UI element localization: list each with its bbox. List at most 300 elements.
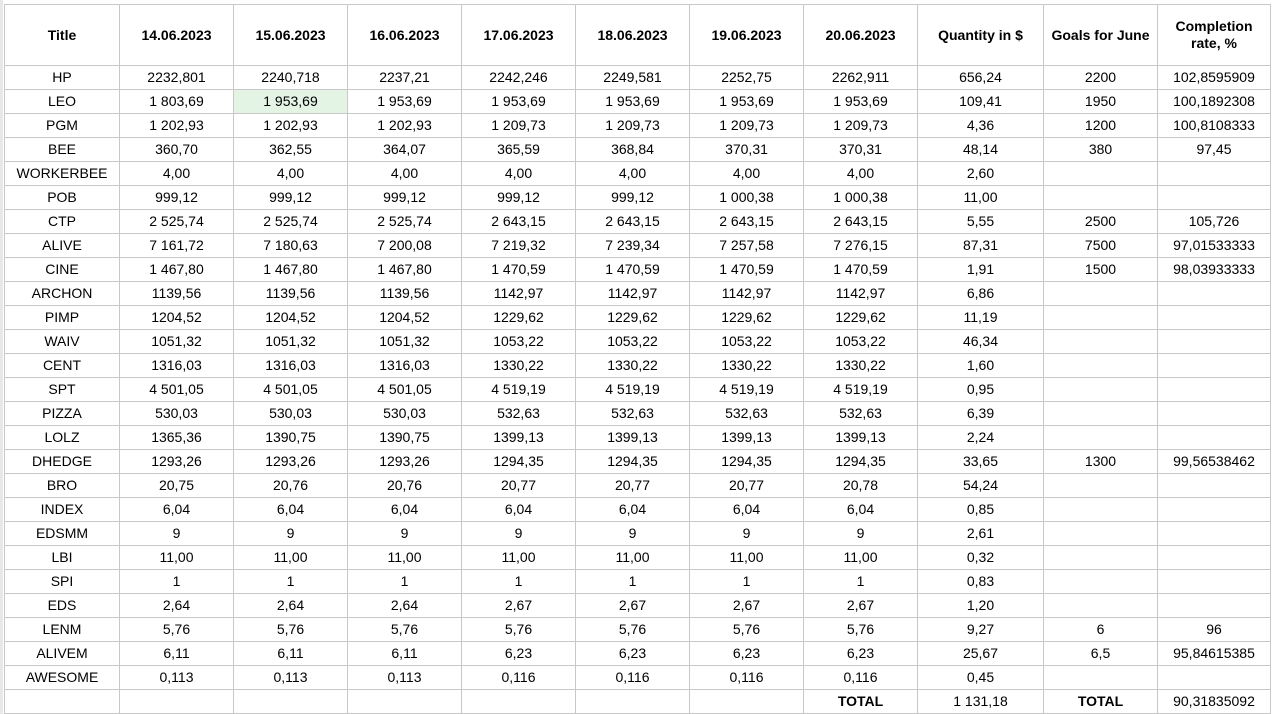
table-cell[interactable]: 999,12 <box>120 186 234 210</box>
table-cell[interactable]: 1139,56 <box>348 282 462 306</box>
table-cell[interactable]: 530,03 <box>120 402 234 426</box>
table-cell[interactable]: 20,76 <box>234 474 348 498</box>
table-cell[interactable]: 0,85 <box>918 498 1044 522</box>
table-cell[interactable]: 1330,22 <box>462 354 576 378</box>
table-cell[interactable]: 54,24 <box>918 474 1044 498</box>
header-cell[interactable]: 15.06.2023 <box>234 5 348 66</box>
table-cell[interactable] <box>120 690 234 714</box>
table-cell[interactable]: 11,00 <box>690 546 804 570</box>
table-cell[interactable]: 1139,56 <box>120 282 234 306</box>
table-cell[interactable]: 1399,13 <box>804 426 918 450</box>
header-cell[interactable]: Completion rate, % <box>1158 5 1271 66</box>
table-cell[interactable]: 2,67 <box>576 594 690 618</box>
table-cell[interactable]: 1 470,59 <box>804 258 918 282</box>
table-cell[interactable]: 1 209,73 <box>690 114 804 138</box>
table-cell[interactable]: 2232,801 <box>120 66 234 90</box>
row-title-cell[interactable]: PIZZA <box>5 402 120 426</box>
table-cell[interactable]: 1 470,59 <box>462 258 576 282</box>
table-cell[interactable]: 1 <box>576 570 690 594</box>
table-cell[interactable] <box>1044 354 1158 378</box>
table-cell[interactable]: 9 <box>576 522 690 546</box>
table-cell[interactable]: 6,5 <box>1044 642 1158 666</box>
table-cell[interactable]: 48,14 <box>918 138 1044 162</box>
table-cell[interactable]: 2,64 <box>234 594 348 618</box>
table-cell[interactable]: 4 501,05 <box>348 378 462 402</box>
table-cell[interactable]: 1 467,80 <box>234 258 348 282</box>
table-cell[interactable]: 1294,35 <box>690 450 804 474</box>
table-cell[interactable]: TOTAL <box>804 690 918 714</box>
table-cell[interactable] <box>1158 354 1271 378</box>
table-cell[interactable]: 5,76 <box>348 618 462 642</box>
table-cell[interactable] <box>1158 402 1271 426</box>
table-cell[interactable]: 6,86 <box>918 282 1044 306</box>
table-cell[interactable] <box>1158 378 1271 402</box>
table-cell[interactable]: 1051,32 <box>234 330 348 354</box>
table-cell[interactable] <box>1158 546 1271 570</box>
table-cell[interactable]: 2249,581 <box>576 66 690 90</box>
table-cell[interactable] <box>690 690 804 714</box>
table-cell[interactable] <box>1044 546 1158 570</box>
table-cell[interactable]: 1950 <box>1044 90 1158 114</box>
table-cell[interactable]: 1204,52 <box>234 306 348 330</box>
table-cell[interactable]: 4,00 <box>690 162 804 186</box>
table-cell[interactable]: 1 202,93 <box>120 114 234 138</box>
table-cell[interactable]: 6,04 <box>804 498 918 522</box>
table-cell[interactable]: 20,77 <box>462 474 576 498</box>
table-cell[interactable]: 656,24 <box>918 66 1044 90</box>
table-cell[interactable]: 4 519,19 <box>576 378 690 402</box>
table-cell[interactable]: 2 525,74 <box>234 210 348 234</box>
table-cell[interactable]: 6,23 <box>576 642 690 666</box>
table-cell[interactable]: 1 953,69 <box>462 90 576 114</box>
row-title-cell[interactable]: POB <box>5 186 120 210</box>
row-title-cell[interactable]: EDS <box>5 594 120 618</box>
table-cell[interactable]: 1 202,93 <box>348 114 462 138</box>
table-cell[interactable] <box>1044 474 1158 498</box>
table-cell[interactable]: 1 470,59 <box>576 258 690 282</box>
table-cell[interactable]: 5,76 <box>234 618 348 642</box>
row-title-cell[interactable]: SPT <box>5 378 120 402</box>
table-cell[interactable]: 1200 <box>1044 114 1158 138</box>
table-cell[interactable]: 4,36 <box>918 114 1044 138</box>
table-cell[interactable]: 0,113 <box>348 666 462 690</box>
table-cell[interactable]: 1204,52 <box>348 306 462 330</box>
row-title-cell[interactable]: ALIVEM <box>5 642 120 666</box>
table-cell[interactable]: 1 202,93 <box>234 114 348 138</box>
table-cell[interactable]: 2 643,15 <box>462 210 576 234</box>
row-title-cell[interactable]: EDSMM <box>5 522 120 546</box>
table-cell[interactable]: 1229,62 <box>576 306 690 330</box>
table-cell[interactable]: 2,24 <box>918 426 1044 450</box>
table-cell[interactable]: 1 000,38 <box>690 186 804 210</box>
table-cell[interactable]: 9 <box>804 522 918 546</box>
table-cell[interactable]: 1500 <box>1044 258 1158 282</box>
table-cell[interactable]: 1294,35 <box>462 450 576 474</box>
table-cell[interactable]: 1 <box>690 570 804 594</box>
table-cell[interactable]: 532,63 <box>690 402 804 426</box>
table-cell[interactable]: 102,8595909 <box>1158 66 1271 90</box>
row-title-cell[interactable]: ARCHON <box>5 282 120 306</box>
table-cell[interactable]: 2,67 <box>690 594 804 618</box>
table-cell[interactable]: 5,76 <box>690 618 804 642</box>
table-cell[interactable]: 1053,22 <box>804 330 918 354</box>
table-cell[interactable]: 95,84615385 <box>1158 642 1271 666</box>
table-cell[interactable]: 362,55 <box>234 138 348 162</box>
table-cell[interactable] <box>1044 186 1158 210</box>
table-cell[interactable] <box>1044 282 1158 306</box>
row-title-cell[interactable]: WAIV <box>5 330 120 354</box>
table-cell[interactable]: 4 501,05 <box>234 378 348 402</box>
row-title-cell[interactable]: PIMP <box>5 306 120 330</box>
table-cell[interactable] <box>1158 282 1271 306</box>
table-cell[interactable]: 1293,26 <box>348 450 462 474</box>
table-cell[interactable] <box>1158 570 1271 594</box>
table-cell[interactable]: 1399,13 <box>690 426 804 450</box>
table-cell[interactable]: 1 <box>804 570 918 594</box>
table-cell[interactable]: 1229,62 <box>804 306 918 330</box>
table-cell[interactable]: 7 200,08 <box>348 234 462 258</box>
table-cell[interactable]: 0,113 <box>120 666 234 690</box>
table-cell[interactable]: 1399,13 <box>462 426 576 450</box>
table-cell[interactable]: 1 <box>234 570 348 594</box>
table-cell[interactable]: 6,11 <box>234 642 348 666</box>
table-cell[interactable]: 1390,75 <box>348 426 462 450</box>
table-cell[interactable]: 1399,13 <box>576 426 690 450</box>
table-cell[interactable] <box>1044 426 1158 450</box>
table-cell[interactable]: 1330,22 <box>804 354 918 378</box>
table-cell[interactable]: 6,39 <box>918 402 1044 426</box>
table-cell[interactable] <box>348 690 462 714</box>
table-cell[interactable]: 4 519,19 <box>462 378 576 402</box>
table-cell[interactable]: 7 180,63 <box>234 234 348 258</box>
table-cell[interactable] <box>1158 594 1271 618</box>
table-cell[interactable]: 364,07 <box>348 138 462 162</box>
table-cell[interactable] <box>1044 162 1158 186</box>
table-cell[interactable]: 2,61 <box>918 522 1044 546</box>
table-cell[interactable]: 1293,26 <box>120 450 234 474</box>
table-cell[interactable] <box>462 690 576 714</box>
table-cell[interactable]: 532,63 <box>804 402 918 426</box>
table-cell[interactable]: 2,60 <box>918 162 1044 186</box>
table-cell[interactable]: 2 525,74 <box>348 210 462 234</box>
table-cell[interactable]: 1330,22 <box>690 354 804 378</box>
table-cell[interactable]: 4,00 <box>234 162 348 186</box>
row-title-cell[interactable]: LBI <box>5 546 120 570</box>
row-title-cell[interactable]: AWESOME <box>5 666 120 690</box>
table-cell[interactable]: 1365,36 <box>120 426 234 450</box>
table-cell[interactable] <box>1044 594 1158 618</box>
row-title-cell[interactable]: CTP <box>5 210 120 234</box>
table-cell[interactable]: 20,76 <box>348 474 462 498</box>
table-cell[interactable]: 1293,26 <box>234 450 348 474</box>
table-cell[interactable]: 11,00 <box>348 546 462 570</box>
table-cell[interactable] <box>576 690 690 714</box>
table-cell[interactable]: 90,31835092 <box>1158 690 1271 714</box>
row-title-cell[interactable]: LOLZ <box>5 426 120 450</box>
table-cell[interactable] <box>1044 570 1158 594</box>
table-cell[interactable] <box>1044 330 1158 354</box>
table-cell[interactable]: 1142,97 <box>690 282 804 306</box>
table-cell[interactable] <box>1044 402 1158 426</box>
row-title-cell[interactable]: BRO <box>5 474 120 498</box>
table-cell[interactable]: TOTAL <box>1044 690 1158 714</box>
table-cell[interactable]: 0,116 <box>690 666 804 690</box>
table-cell[interactable]: 2 643,15 <box>690 210 804 234</box>
table-cell[interactable]: 20,78 <box>804 474 918 498</box>
table-cell[interactable]: 1053,22 <box>462 330 576 354</box>
row-title-cell[interactable]: BEE <box>5 138 120 162</box>
table-cell[interactable] <box>234 690 348 714</box>
table-cell[interactable]: 1 467,80 <box>120 258 234 282</box>
table-cell[interactable] <box>1158 666 1271 690</box>
table-cell[interactable]: 7500 <box>1044 234 1158 258</box>
table-cell[interactable]: 4,00 <box>804 162 918 186</box>
table-cell[interactable]: 1294,35 <box>576 450 690 474</box>
table-cell[interactable]: 4,00 <box>576 162 690 186</box>
selected-cell[interactable]: 1 953,69 <box>234 90 348 114</box>
table-cell[interactable]: 2 643,15 <box>804 210 918 234</box>
table-cell[interactable]: 5,76 <box>120 618 234 642</box>
table-cell[interactable] <box>1158 306 1271 330</box>
table-cell[interactable]: 25,67 <box>918 642 1044 666</box>
table-cell[interactable]: 6,23 <box>804 642 918 666</box>
table-cell[interactable]: 0,116 <box>462 666 576 690</box>
table-cell[interactable] <box>1158 330 1271 354</box>
header-cell[interactable]: 18.06.2023 <box>576 5 690 66</box>
table-cell[interactable]: 1 131,18 <box>918 690 1044 714</box>
table-cell[interactable]: 99,56538462 <box>1158 450 1271 474</box>
table-cell[interactable]: 33,65 <box>918 450 1044 474</box>
table-cell[interactable]: 1330,22 <box>576 354 690 378</box>
row-title-cell[interactable]: HP <box>5 66 120 90</box>
table-cell[interactable]: 1,91 <box>918 258 1044 282</box>
table-cell[interactable]: 6,23 <box>462 642 576 666</box>
table-cell[interactable]: 2200 <box>1044 66 1158 90</box>
header-cell[interactable]: 20.06.2023 <box>804 5 918 66</box>
table-cell[interactable]: 1316,03 <box>120 354 234 378</box>
table-cell[interactable]: 0,32 <box>918 546 1044 570</box>
table-cell[interactable]: 370,31 <box>804 138 918 162</box>
table-cell[interactable]: 1,60 <box>918 354 1044 378</box>
header-cell[interactable]: 19.06.2023 <box>690 5 804 66</box>
table-cell[interactable]: 20,75 <box>120 474 234 498</box>
table-cell[interactable] <box>1044 378 1158 402</box>
table-cell[interactable]: 1139,56 <box>234 282 348 306</box>
table-cell[interactable]: 9 <box>348 522 462 546</box>
table-cell[interactable]: 4,00 <box>462 162 576 186</box>
table-cell[interactable]: 9 <box>120 522 234 546</box>
table-cell[interactable]: 530,03 <box>348 402 462 426</box>
row-title-cell[interactable]: ALIVE <box>5 234 120 258</box>
table-cell[interactable]: 4,00 <box>348 162 462 186</box>
row-title-cell[interactable]: CINE <box>5 258 120 282</box>
table-cell[interactable]: 368,84 <box>576 138 690 162</box>
table-cell[interactable]: 4 519,19 <box>804 378 918 402</box>
row-title-cell[interactable]: INDEX <box>5 498 120 522</box>
table-cell[interactable]: 98,03933333 <box>1158 258 1271 282</box>
table-cell[interactable]: 1300 <box>1044 450 1158 474</box>
header-cell[interactable]: 14.06.2023 <box>120 5 234 66</box>
table-cell[interactable]: 2 643,15 <box>576 210 690 234</box>
table-cell[interactable]: 365,59 <box>462 138 576 162</box>
table-cell[interactable] <box>1044 498 1158 522</box>
table-cell[interactable]: 2,64 <box>348 594 462 618</box>
table-cell[interactable]: 380 <box>1044 138 1158 162</box>
table-cell[interactable]: 532,63 <box>462 402 576 426</box>
table-cell[interactable]: 0,83 <box>918 570 1044 594</box>
table-cell[interactable]: 97,01533333 <box>1158 234 1271 258</box>
table-cell[interactable]: 1294,35 <box>804 450 918 474</box>
table-cell[interactable]: 1390,75 <box>234 426 348 450</box>
table-cell[interactable]: 1 000,38 <box>804 186 918 210</box>
table-cell[interactable]: 1 953,69 <box>804 90 918 114</box>
table-cell[interactable] <box>1158 162 1271 186</box>
table-cell[interactable] <box>1158 426 1271 450</box>
table-cell[interactable]: 6,04 <box>120 498 234 522</box>
table-cell[interactable]: 96 <box>1158 618 1271 642</box>
table-cell[interactable]: 97,45 <box>1158 138 1271 162</box>
table-cell[interactable] <box>1158 474 1271 498</box>
table-cell[interactable]: 6,23 <box>690 642 804 666</box>
row-title-cell[interactable]: LEO <box>5 90 120 114</box>
table-cell[interactable]: 100,8108333 <box>1158 114 1271 138</box>
table-cell[interactable]: 1 467,80 <box>348 258 462 282</box>
table-cell[interactable]: 1142,97 <box>804 282 918 306</box>
header-cell[interactable]: 17.06.2023 <box>462 5 576 66</box>
table-cell[interactable]: 2240,718 <box>234 66 348 90</box>
table-cell[interactable]: 999,12 <box>576 186 690 210</box>
table-cell[interactable]: 2242,246 <box>462 66 576 90</box>
row-title-cell[interactable]: LENM <box>5 618 120 642</box>
table-cell[interactable]: 11,19 <box>918 306 1044 330</box>
table-cell[interactable]: 11,00 <box>576 546 690 570</box>
table-cell[interactable]: 20,77 <box>690 474 804 498</box>
table-cell[interactable]: 0,113 <box>234 666 348 690</box>
table-cell[interactable]: 9 <box>462 522 576 546</box>
table-cell[interactable]: 9 <box>234 522 348 546</box>
table-cell[interactable]: 7 239,34 <box>576 234 690 258</box>
table-cell[interactable]: 1053,22 <box>690 330 804 354</box>
table-cell[interactable] <box>1158 186 1271 210</box>
table-cell[interactable]: 6,11 <box>348 642 462 666</box>
table-cell[interactable]: 1 <box>120 570 234 594</box>
table-cell[interactable]: 87,31 <box>918 234 1044 258</box>
header-cell[interactable]: Goals for June <box>1044 5 1158 66</box>
table-cell[interactable]: 6,04 <box>348 498 462 522</box>
table-cell[interactable]: 11,00 <box>804 546 918 570</box>
table-cell[interactable]: 1142,97 <box>576 282 690 306</box>
row-title-cell[interactable]: CENT <box>5 354 120 378</box>
table-cell[interactable]: 2262,911 <box>804 66 918 90</box>
table-cell[interactable]: 20,77 <box>576 474 690 498</box>
row-title-cell[interactable] <box>5 690 120 714</box>
table-cell[interactable]: 2,67 <box>804 594 918 618</box>
table-cell[interactable]: 5,76 <box>462 618 576 642</box>
table-cell[interactable]: 7 161,72 <box>120 234 234 258</box>
table-cell[interactable] <box>1044 666 1158 690</box>
header-cell[interactable]: 16.06.2023 <box>348 5 462 66</box>
table-cell[interactable]: 6 <box>1044 618 1158 642</box>
table-cell[interactable]: 9,27 <box>918 618 1044 642</box>
table-cell[interactable]: 11,00 <box>918 186 1044 210</box>
table-cell[interactable]: 7 257,58 <box>690 234 804 258</box>
table-cell[interactable]: 0,116 <box>804 666 918 690</box>
table-cell[interactable]: 0,116 <box>576 666 690 690</box>
table-cell[interactable] <box>1158 498 1271 522</box>
table-cell[interactable]: 4,00 <box>120 162 234 186</box>
table-cell[interactable]: 1053,22 <box>576 330 690 354</box>
table-cell[interactable]: 370,31 <box>690 138 804 162</box>
table-cell[interactable]: 7 219,32 <box>462 234 576 258</box>
table-cell[interactable]: 1 803,69 <box>120 90 234 114</box>
table-cell[interactable]: 360,70 <box>120 138 234 162</box>
table-cell[interactable]: 5,76 <box>804 618 918 642</box>
table-cell[interactable]: 532,63 <box>576 402 690 426</box>
table-cell[interactable]: 6,04 <box>462 498 576 522</box>
table-cell[interactable]: 5,55 <box>918 210 1044 234</box>
table-cell[interactable]: 1051,32 <box>348 330 462 354</box>
table-cell[interactable]: 1 953,69 <box>348 90 462 114</box>
table-cell[interactable]: 2 525,74 <box>120 210 234 234</box>
table-cell[interactable]: 1229,62 <box>462 306 576 330</box>
table-cell[interactable]: 1051,32 <box>120 330 234 354</box>
table-cell[interactable]: 2237,21 <box>348 66 462 90</box>
table-cell[interactable]: 1 470,59 <box>690 258 804 282</box>
table-cell[interactable]: 2,67 <box>462 594 576 618</box>
row-title-cell[interactable]: PGM <box>5 114 120 138</box>
table-cell[interactable]: 7 276,15 <box>804 234 918 258</box>
table-cell[interactable]: 2500 <box>1044 210 1158 234</box>
table-cell[interactable]: 1142,97 <box>462 282 576 306</box>
table-cell[interactable]: 105,726 <box>1158 210 1271 234</box>
table-cell[interactable]: 1316,03 <box>348 354 462 378</box>
table-cell[interactable]: 1 209,73 <box>804 114 918 138</box>
table-cell[interactable]: 6,11 <box>120 642 234 666</box>
table-cell[interactable]: 109,41 <box>918 90 1044 114</box>
row-title-cell[interactable]: WORKERBEE <box>5 162 120 186</box>
table-cell[interactable]: 1 <box>348 570 462 594</box>
table-cell[interactable]: 1 <box>462 570 576 594</box>
table-cell[interactable]: 1 953,69 <box>690 90 804 114</box>
table-cell[interactable]: 11,00 <box>120 546 234 570</box>
table-cell[interactable]: 5,76 <box>576 618 690 642</box>
table-cell[interactable]: 100,1892308 <box>1158 90 1271 114</box>
table-cell[interactable]: 2,64 <box>120 594 234 618</box>
header-cell[interactable]: Quantity in $ <box>918 5 1044 66</box>
table-cell[interactable]: 999,12 <box>462 186 576 210</box>
table-cell[interactable]: 1 209,73 <box>576 114 690 138</box>
table-cell[interactable]: 1204,52 <box>120 306 234 330</box>
table-cell[interactable]: 9 <box>690 522 804 546</box>
table-cell[interactable]: 6,04 <box>234 498 348 522</box>
row-title-cell[interactable]: SPI <box>5 570 120 594</box>
table-cell[interactable]: 1 953,69 <box>576 90 690 114</box>
table-cell[interactable] <box>1158 522 1271 546</box>
table-cell[interactable]: 6,04 <box>690 498 804 522</box>
table-cell[interactable]: 530,03 <box>234 402 348 426</box>
table-cell[interactable] <box>1044 522 1158 546</box>
table-cell[interactable]: 11,00 <box>234 546 348 570</box>
table-cell[interactable]: 46,34 <box>918 330 1044 354</box>
header-cell[interactable]: Title <box>5 5 120 66</box>
row-title-cell[interactable]: DHEDGE <box>5 450 120 474</box>
table-cell[interactable]: 11,00 <box>462 546 576 570</box>
table-cell[interactable]: 0,45 <box>918 666 1044 690</box>
table-cell[interactable]: 1 209,73 <box>462 114 576 138</box>
table-cell[interactable]: 1316,03 <box>234 354 348 378</box>
table-cell[interactable]: 1,20 <box>918 594 1044 618</box>
table-cell[interactable]: 4 501,05 <box>120 378 234 402</box>
